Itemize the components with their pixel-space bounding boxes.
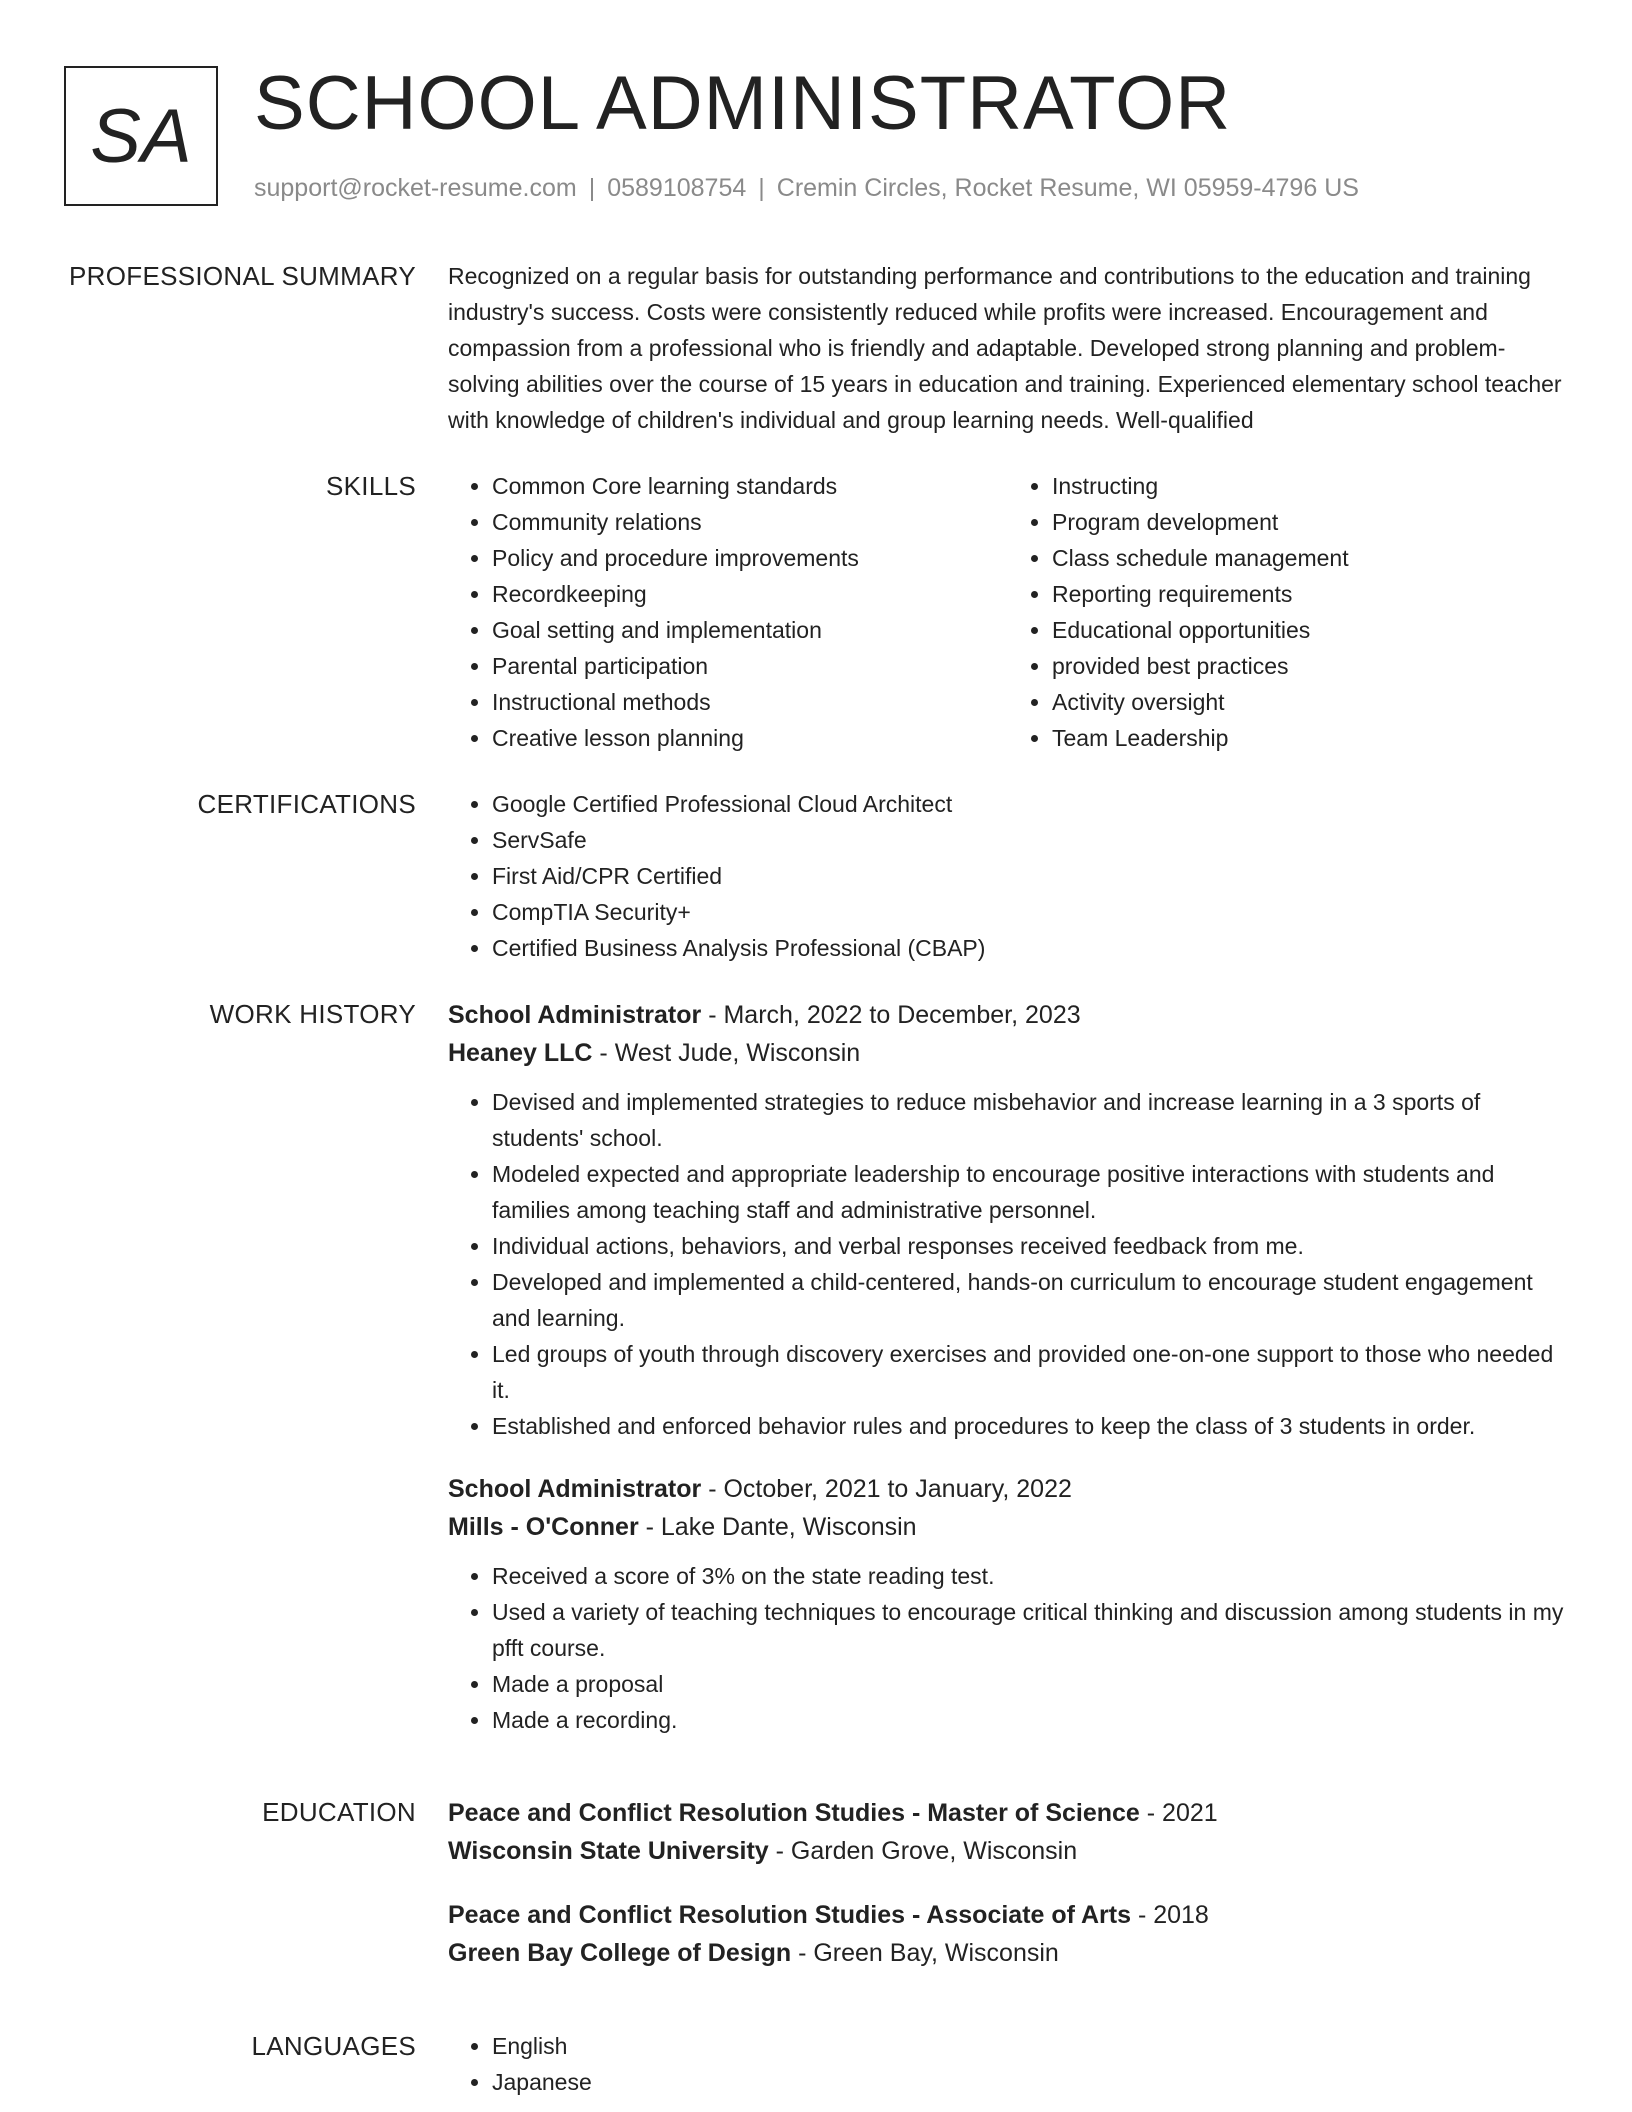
list-item: • Established and enforced behavior rules and procedures to keep the class of 3 students in order. — [492, 1408, 1568, 1444]
list-item: • Made a recording. — [492, 1702, 1568, 1738]
section-body — [448, 258, 1568, 438]
job-title-line — [448, 1470, 1568, 1508]
list-item: • Class schedule management — [1052, 540, 1568, 576]
list-item: • Google Certified Professional Cloud Architect — [492, 786, 1568, 822]
list-item: • First Aid/CPR Certified — [492, 858, 1568, 894]
separator: | — [588, 174, 596, 202]
list-item: • Individual actions, behaviors, and verbal responses received feedback from me. — [492, 1228, 1568, 1264]
languages-list — [448, 2028, 1568, 2100]
list-item: • Policy and procedure improvements — [492, 540, 1008, 576]
job-location: - Lake Dante, Wisconsin — [638, 1513, 917, 1541]
list-item: • Team Leadership — [1052, 720, 1568, 756]
list-item: • Activity oversight — [1052, 684, 1568, 720]
school-location: - Green Bay, Wisconsin — [791, 1939, 1059, 1967]
list-item: • Made a proposal — [492, 1666, 1568, 1702]
list-item: • ServSafe — [492, 822, 1568, 858]
separator: | — [758, 174, 765, 202]
education-entry — [448, 1794, 1568, 1870]
job-entry — [448, 996, 1568, 1444]
degree-line — [448, 1896, 1568, 1934]
list-item: • CompTIA Security+ — [492, 894, 1568, 930]
list-item: • Devised and implemented strategies to reduce misbehavior and increase learning in a 3 sports of students' school. — [492, 1084, 1568, 1156]
section-label: LANGUAGES — [251, 2031, 416, 2061]
page-title: SCHOOL ADMINISTRATOR — [254, 61, 1232, 146]
list-item: • Program development — [1052, 504, 1568, 540]
list-item: • Community relations — [492, 504, 1008, 540]
section-skills — [0, 468, 1632, 756]
resume-header — [64, 61, 1564, 216]
section-body — [448, 786, 1568, 966]
contact-line — [254, 174, 1359, 203]
school-name: Green Bay College of Design — [448, 1939, 792, 1967]
job-title: School Administrator — [448, 1475, 702, 1503]
job-location: - West Jude, Wisconsin — [592, 1039, 861, 1067]
section-education — [0, 1794, 1632, 1998]
list-item: • Led groups of youth through discovery exercises and provided one-on-one support to those who needed it. — [492, 1336, 1568, 1408]
job-title: School Administrator — [448, 1001, 702, 1029]
list-item: • Common Core learning standards — [492, 468, 1008, 504]
resume-content — [0, 258, 1632, 2112]
job-dates: - March, 2022 to December, 2023 — [701, 1001, 1081, 1029]
section-label: PROFESSIONAL SUMMARY — [69, 261, 416, 291]
section-label: SKILLS — [326, 471, 416, 501]
section-certifications — [0, 786, 1632, 966]
list-item: • Used a variety of teaching techniques to encourage critical thinking and discussion among students in my pfft course. — [492, 1594, 1568, 1666]
education-entry — [448, 1896, 1568, 1972]
degree: Peace and Conflict Resolution Studies - Associate of Arts — [448, 1901, 1131, 1929]
address-text: Cremin Circles, Rocket Resume, WI 05959-4796 US — [776, 174, 1359, 202]
school-name: Wisconsin State University — [448, 1837, 769, 1865]
list-item: • Japanese — [492, 2064, 1568, 2100]
section-summary — [0, 258, 1632, 438]
section-label: EDUCATION — [262, 1797, 416, 1827]
list-item: • Instructing — [1052, 468, 1568, 504]
list-item: • English — [492, 2028, 1568, 2064]
section-label: CERTIFICATIONS — [197, 789, 416, 819]
list-item: • Educational opportunities — [1052, 612, 1568, 648]
summary-text: Recognized on a regular basis for outstanding performance and contributions to the education and training industry's success. Costs were consistently reduced while profits were increased. Encouragement and compassion from a professional who is friendly and adaptable. Developed strong planning and problem-solving abilities over the course of 15 years in education and training. Experienced elementary school teacher with knowledge of children's individual and group learning needs. Well-qualified — [448, 263, 1562, 433]
section-body — [448, 996, 1568, 1764]
section-work-history — [0, 996, 1632, 1764]
school-line — [448, 1934, 1568, 1972]
list-item: • Received a score of 3% on the state reading test. — [492, 1558, 1568, 1594]
email-text: support@rocket-resume.com — [254, 174, 577, 202]
degree-year: - 2018 — [1131, 1901, 1209, 1929]
list-item: • Developed and implemented a child-centered, hands-on curriculum to encourage student engagement and learning. — [492, 1264, 1568, 1336]
list-item: • Instructional methods — [492, 684, 1008, 720]
list-item: • Parental participation — [492, 648, 1008, 684]
list-item: • Reporting requirements — [1052, 576, 1568, 612]
job-bullets — [448, 1558, 1568, 1738]
degree-line — [448, 1794, 1568, 1832]
list-item: • Goal setting and implementation — [492, 612, 1008, 648]
skills-list-left — [448, 468, 1008, 756]
monogram-box: SA — [64, 66, 218, 206]
school-line — [448, 1832, 1568, 1870]
section-body — [448, 2028, 1568, 2100]
phone-text: 0589108754 — [607, 174, 747, 202]
section-label: WORK HISTORY — [209, 999, 416, 1029]
job-title-line — [448, 996, 1568, 1034]
section-languages — [0, 2028, 1632, 2100]
job-company: Mills - O'Conner — [448, 1513, 639, 1541]
degree-year: - 2021 — [1139, 1799, 1218, 1827]
list-item: • Modeled expected and appropriate leadership to encourage positive interactions with students and families among teaching staff and administrative personnel. — [492, 1156, 1568, 1228]
skills-grid — [448, 468, 1568, 756]
degree: Peace and Conflict Resolution Studies - Master of Science — [448, 1799, 1140, 1827]
job-bullets — [448, 1084, 1568, 1444]
list-item: • provided best practices — [1052, 648, 1568, 684]
list-item: • Creative lesson planning — [492, 720, 1008, 756]
job-company-line — [448, 1034, 1568, 1072]
list-item: • Certified Business Analysis Professional (CBAP) — [492, 930, 1568, 966]
skills-list-right — [1008, 468, 1568, 756]
job-dates: - October, 2021 to January, 2022 — [701, 1475, 1072, 1503]
school-location: - Garden Grove, Wisconsin — [768, 1837, 1078, 1865]
job-company: Heaney LLC — [448, 1039, 593, 1067]
job-entry — [448, 1470, 1568, 1738]
section-body — [448, 1794, 1568, 1998]
certifications-list — [448, 786, 1568, 966]
list-item: • Recordkeeping — [492, 576, 1008, 612]
job-company-line — [448, 1508, 1568, 1546]
